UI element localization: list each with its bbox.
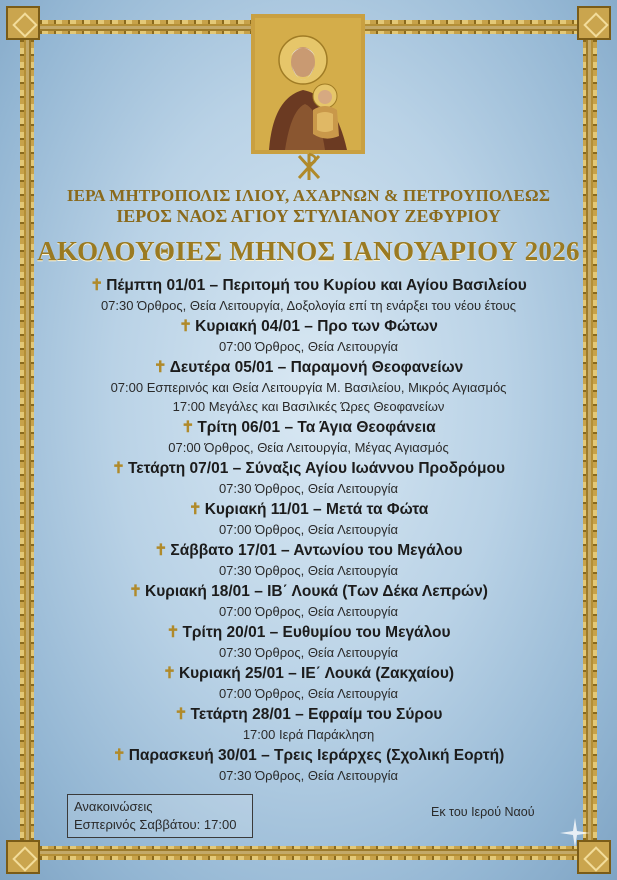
entry-heading-text: Τρίτη 20/01 – Ευθυμίου του Μεγάλου <box>182 624 451 641</box>
entry-heading-text: Κυριακή 25/01 – ΙΕ΄ Λουκά (Ζακχαίου) <box>178 665 455 682</box>
service-time: 07:30 Όρθρος, Θεία Λειτουργία <box>218 481 399 496</box>
entry-heading-text: Κυριακή 04/01 – Προ των Φώτων <box>195 318 438 335</box>
entry-heading <box>0 541 617 561</box>
entry-heading-text: Παρασκευή 30/01 – Τρεις Ιεράρχες (Σχολική Εορτή) <box>128 747 505 764</box>
entry-heading-text: Κυριακή 11/01 – Μετά τα Φώτα <box>204 501 429 518</box>
announcement-text: Εσπερινός Σαββάτου: 17:00 <box>74 817 237 832</box>
schedule-entry <box>0 541 617 580</box>
church-heading: ΙΕΡΟΣ ΝΑΟΣ ΑΓΙΟΥ ΣΤΥΛΙΑΝΟΥ ΖΕΦΥΡΙΟΥ <box>116 206 501 226</box>
cross-icon: ✝ <box>188 501 202 518</box>
schedule-entry <box>0 358 617 416</box>
service-time: 07:00 Όρθρος, Θεία Λειτουργία <box>218 604 399 619</box>
schedule-entry <box>0 418 617 457</box>
entry-heading-text: Τρίτη 06/01 – Τα Άγια Θεοφάνεια <box>197 419 436 436</box>
cross-icon: ✝ <box>181 419 195 436</box>
service-time: 17:00 Ιερά Παράκληση <box>242 727 375 742</box>
metropolis-heading: ΙΕΡΑ ΜΗΤΡΟΠΟΛΙΣ ΙΛΙΟΥ, ΑΧΑΡΝΩΝ & ΠΕΤΡΟΥΠΟΛΕΩΣ <box>66 186 551 205</box>
cross-icon: ✝ <box>111 460 125 477</box>
cross-icon: ✝ <box>153 359 167 376</box>
service-time: 07:00 Όρθρος, Θεία Λειτουργία <box>218 686 399 701</box>
entry-heading <box>0 276 617 296</box>
schedule-entry <box>0 317 617 356</box>
service-time: 07:00 Όρθρος, Θεία Λειτουργία <box>218 339 399 354</box>
schedule-entry <box>0 705 617 744</box>
cross-icon: ✝ <box>154 542 168 559</box>
service-time: 07:00 Όρθρος, Θεία Λειτουργία <box>218 522 399 537</box>
entry-heading <box>0 317 617 337</box>
entry-heading <box>0 418 617 438</box>
schedule-entry <box>0 623 617 662</box>
cross-icon: ✝ <box>129 583 143 600</box>
entry-heading-text: Σάββατο 17/01 – Αντωνίου του Μεγάλου <box>170 542 463 559</box>
cross-icon: ✝ <box>179 318 193 335</box>
schedule-entry <box>0 746 617 785</box>
page-title: ΑΚΟΛΟΥΘΙΕΣ ΜΗΝΟΣ ΙΑΝΟΥΑΡΙΟΥ 2026 <box>37 236 580 266</box>
cross-icon: ✝ <box>90 277 104 294</box>
entry-heading-text: Τετάρτη 07/01 – Σύναξις Αγίου Ιωάννου Προδρόμου <box>127 460 506 477</box>
entry-heading <box>0 582 617 602</box>
entry-heading <box>0 664 617 684</box>
service-time: 17:00 Μεγάλες και Βασιλικές Ώρες Θεοφανείων <box>172 399 445 414</box>
cross-icon: ✝ <box>174 706 188 723</box>
cross-icon: ✝ <box>166 624 180 641</box>
corner-ornament <box>6 840 40 874</box>
service-time: 07:30 Όρθρος, Θεία Λειτουργία <box>218 563 399 578</box>
chi-rho-icon <box>289 152 329 182</box>
service-time: 07:30 Όρθρος, Θεία Λειτουργία <box>218 645 399 660</box>
cross-icon: ✝ <box>162 665 176 682</box>
entry-heading <box>0 358 617 378</box>
announcement-box <box>67 794 253 838</box>
schedule-entry <box>0 582 617 621</box>
service-time: 07:00 Εσπερινός και Θεία Λειτουργία Μ. Βασιλείου, Μικρός Αγιασμός <box>110 380 507 395</box>
schedule-entry <box>0 500 617 539</box>
entry-heading-text: Τετάρτη 28/01 – Εφραίμ του Σύρου <box>190 706 443 723</box>
entry-heading-text: Πέμπτη 01/01 – Περιτομή του Κυρίου και Αγίου Βασιλείου <box>106 277 527 294</box>
service-time: 07:30 Όρθρος, Θεία Λειτουργία <box>218 768 399 783</box>
saint-icon <box>251 14 365 154</box>
cross-icon: ✝ <box>112 747 126 764</box>
signature: Εκ του Ιερού Ναού <box>431 805 535 819</box>
schedule-entry <box>0 459 617 498</box>
corner-ornament <box>577 6 611 40</box>
entry-heading <box>0 705 617 725</box>
schedule-entry <box>0 276 617 315</box>
entry-heading <box>0 623 617 643</box>
schedule-entry <box>0 664 617 703</box>
entry-heading <box>0 459 617 479</box>
service-time: 07:00 Όρθρος, Θεία Λειτουργία, Μέγας Αγιασμός <box>168 440 449 455</box>
service-time: 07:30 Όρθρος, Θεία Λειτουργία, Δοξολογία επί τη ενάρξει του νέου έτους <box>100 298 517 313</box>
entry-heading-text: Δευτέρα 05/01 – Παραμονή Θεοφανείων <box>169 359 464 376</box>
announcement-title: Ανακοινώσεις <box>74 799 153 814</box>
sparkle-icon <box>560 818 590 848</box>
entry-heading <box>0 500 617 520</box>
corner-ornament <box>6 6 40 40</box>
entry-heading <box>0 746 617 766</box>
entry-heading-text: Κυριακή 18/01 – ΙΒ΄ Λουκά (Των Δέκα Λεπρών) <box>145 583 488 600</box>
